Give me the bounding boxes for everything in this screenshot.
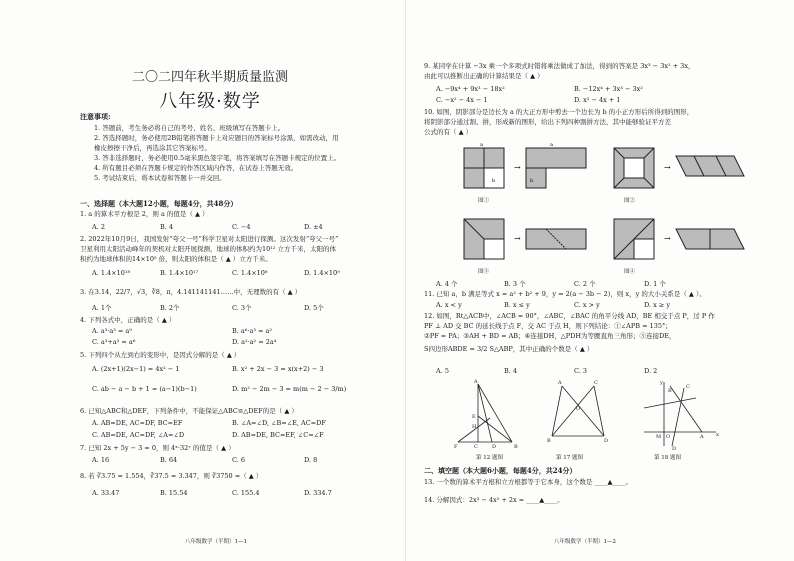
q3-stem: 3. 在3.14，22/7，√3，∛8，π，4.141141141……中，无理数的有（ ▲ ）: [80, 288, 302, 296]
q3-option-b: B. 2个: [160, 304, 180, 312]
q2-option-c: C. 1.4×10⁸: [232, 269, 268, 277]
notice-item: 1. 答题前，考生务必将自己的考号、姓名、班级填写在答题卡上。: [94, 124, 285, 132]
q13-stem: 13. 一个数的算术平方根和立方根都等于它本身，这个数是 ____▲____。: [424, 478, 632, 486]
svg-text:F: F: [454, 444, 458, 450]
page-footer-right: 八年级数学（半期）1—2: [554, 539, 616, 545]
q1-option-a: A. 2: [92, 223, 105, 231]
figure-2: [614, 148, 744, 188]
q11-option-a: A. x < y: [436, 301, 462, 309]
notice-item: 橡皮擦擦干净后，再选涂其它答案标号。: [94, 144, 211, 152]
notice-item: 3. 答非选择题时，务必使用0.5毫米黑色签字笔，将答案填写在答题卡规定的位置上。: [94, 154, 341, 162]
q10-option-d: D. 1 个: [644, 280, 666, 288]
svg-text:A: A: [558, 380, 562, 386]
q11-option-d: D. x ≥ y: [644, 301, 671, 309]
figure-4: [614, 219, 744, 259]
q6-stem: 6. 已知△ABC和△DEF，下列条件中，不能保证△ABC≌△DEF的是（ ▲ ）: [80, 407, 298, 415]
svg-text:D: D: [604, 438, 609, 444]
svg-text:B: B: [514, 444, 518, 450]
section2-heading: 二、填空题（本大题6小题，每题4分，共24分）: [424, 466, 577, 475]
section1-heading: 一、选择题（本大题12小题，每题4分，共48分）: [80, 199, 238, 208]
svg-text:a: a: [550, 142, 553, 148]
q9-option-a: A. −9x⁴ + 9x³ − 18x²: [436, 85, 505, 93]
q6-option-b: B. ∠A=∠D, ∠B=∠E, AC=DF: [232, 419, 326, 427]
q12-option-b: B. 4: [504, 367, 518, 375]
q9-line: 由此可以推断出正确的计算结果是（ ▲ ）: [424, 72, 544, 80]
svg-text:O: O: [666, 434, 671, 440]
q12-figures: [434, 378, 774, 456]
q12-option-a: A. 5: [436, 367, 449, 375]
svg-text:C: C: [474, 444, 478, 450]
page-fold: [405, 0, 406, 561]
q9-option-c: C. −x² − 4x − 1: [436, 96, 488, 104]
label-b: b: [492, 178, 496, 184]
q1-option-d: D. ±4: [304, 223, 323, 231]
q3-option-a: A. 1个: [92, 304, 112, 312]
q5-stem: 5. 下列四个从左到右的变形中，是因式分解的是（ ▲ ）: [80, 351, 241, 359]
q12-line: ②PF = PA；③AH + BD = AB；④连接DH，△PDH为等腰直角三角形；⑤连接DE，: [424, 332, 676, 340]
q10-option-b: B. 3 个: [504, 280, 526, 288]
q4-option-b: B. a⁶·a³ = a²: [232, 327, 272, 335]
exam-title: 二〇二四年秋半期质量监测: [131, 70, 288, 85]
svg-text:B: B: [668, 388, 672, 394]
q9-line: 9. 某同学在计算 −3x 乘一个多项式时错将乘法做成了加法，得到的答案是 3x³ − 3x² + 3x，: [424, 62, 695, 70]
q12-line: PF ⊥ AD 交 BC 的延长线于点 F，交 AC 于点 H，则下列结论：①∠APB = 135°；: [424, 322, 672, 330]
fig-caption-2: 图②: [624, 198, 636, 204]
q3-option-d: D. 5个: [304, 304, 324, 312]
q2-line: 卫星利用太阳活动峰年的契机对太阳开展探测，地球的体积约为10¹² 立方千米，太阳的体: [80, 245, 337, 253]
q11-option-b: B. x ≤ y: [504, 301, 530, 309]
q1-stem: 1. a 的算术平方根是 2，则 a 的值是（ ▲ ）: [80, 210, 209, 218]
svg-text:H: H: [472, 424, 477, 430]
q1-option-b: B. 4: [160, 223, 174, 231]
q6-option-c: C. AB=DE, AC=DF, ∠A=∠D: [92, 431, 185, 439]
q12-option-d: D. 2: [644, 367, 658, 375]
svg-text:O: O: [576, 406, 581, 412]
fig-caption-q12: 第 12 题图: [476, 455, 503, 461]
q8-option-b: B. 15.54: [160, 489, 188, 497]
svg-text:A: A: [474, 379, 478, 385]
q5-option-d: D. m² − 2m − 3 = m(m − 2 − 3/m): [232, 385, 347, 393]
fig-caption-3: 图③: [478, 269, 490, 275]
svg-text:→: →: [664, 163, 671, 172]
left-page: [0, 0, 380, 561]
svg-text:E: E: [472, 414, 476, 420]
q4-stem: 4. 下列各式中，正确的是（ ▲ ）: [80, 316, 176, 324]
q7-option-d: D. 8: [304, 456, 318, 464]
q8-stem: 8. 若 ∛3.75 ≈ 1.554，∛37.5 ≈ 3.347，则 ∛3750 ≈（ ▲ ）: [80, 472, 263, 480]
q1-option-c: C. −4: [232, 223, 251, 231]
subject-title: 八年级·数学: [159, 91, 261, 112]
q6-option-d: D. AB=DE, BC=EF, ∠C=∠F: [232, 431, 324, 439]
q10-line: 10. 如图，阴影部分是边长为 a 的大正方形中剪去一个边长为 b 的小正方形后所得到的图形，: [424, 108, 694, 116]
q7-option-a: A. 16: [92, 456, 110, 464]
q10-figures-top: [454, 142, 794, 202]
q10-option-c: C. 2 个: [574, 280, 596, 288]
q11-option-c: C. x > y: [574, 301, 600, 309]
page-footer-left: 八年级数学（半期）1—1: [185, 539, 247, 545]
svg-text:→: →: [664, 234, 671, 243]
notice-item: 4. 所有题目必须在答题卡规定的作答区域内作答，在试卷上答题无效。: [94, 164, 298, 172]
q11-stem: 11. 已知 a，b 满足等式 x = a² + b² + 9，y = 2(a − 3b − 2)，则 x，y 的大小关系是（ ▲ ）。: [424, 290, 706, 298]
q10-option-a: A. 4 个: [436, 280, 458, 288]
q8-option-d: D. 334.7: [304, 489, 332, 497]
q2-option-d: D. 1.4×10⁹: [304, 269, 340, 277]
q3-option-c: C. 3个: [232, 304, 252, 312]
svg-text:x: x: [716, 432, 719, 438]
svg-text:A: A: [700, 434, 704, 440]
figure-1: [464, 142, 586, 188]
right-page: [414, 0, 794, 561]
notice-item: 5. 考试结束后，将本试卷和答题卡一并交回。: [94, 174, 226, 182]
q10-line: 公式的有（ ▲ ）: [424, 128, 473, 136]
q2-line: 2. 2022年10月9日，我国发射“夸父一号”科学卫星对太阳进行探测。这次发射“夸父一号”: [80, 235, 339, 243]
notice-heading: 注意事项:: [80, 112, 111, 121]
q8-option-a: A. 33.47: [92, 489, 120, 497]
label-a: a: [480, 142, 483, 148]
q7-option-b: B. 64: [160, 456, 178, 464]
fig-caption-q17: 第 17 题图: [556, 455, 583, 461]
q4-option-c: C. a³+a³ = a⁶: [92, 338, 136, 346]
q2-line: 积约为地球体积的14×10⁵ 倍，则太阳的体积是（ ▲ ）立方千米。: [80, 255, 272, 263]
figure-q17: [547, 380, 608, 444]
fig-caption-q18: 第 18 题图: [654, 455, 681, 461]
q9-option-b: B. −12x⁴ + 3x³ − 3x²: [574, 85, 643, 93]
q2-option-b: B. 1.4×10¹⁷: [160, 269, 199, 277]
notice-item: 2. 答选择题时，务必使用2B铅笔将答题卡上对应题目的答案标号涂黑，如需改动，用: [94, 134, 339, 142]
svg-text:C: C: [594, 380, 598, 386]
q10-figures-bottom: [454, 213, 794, 273]
svg-text:→: →: [514, 234, 521, 243]
svg-text:B: B: [547, 438, 551, 444]
q7-stem: 7. 已知 2x + 5y − 3 = 0，则 4ˣ·32ʸ 的值是（ ▲ ）: [80, 444, 235, 452]
q4-option-d: D. a²·a² = 2a⁴: [232, 338, 277, 346]
svg-text:D: D: [672, 446, 677, 452]
svg-text:D: D: [492, 444, 497, 450]
fig-caption-4: 图④: [624, 269, 636, 275]
q5-option-a: A. (2x+1)(2x−1) = 4x² − 1: [92, 365, 180, 373]
figure-q18: [644, 380, 719, 452]
q7-option-c: C. 6: [232, 456, 246, 464]
figure-q12: [454, 379, 518, 450]
q12-line: 12. 如图，Rt△ACB中，∠ACB = 90°，∠ABC，∠BAC 的角平分线 AD，BE 相交于点 P，过 P 作: [424, 312, 715, 320]
q12-option-c: C. 3: [574, 367, 588, 375]
q6-option-a: A. AB=DE, AC=DF, BC=EF: [92, 419, 183, 427]
svg-text:M: M: [656, 434, 662, 440]
svg-text:C: C: [686, 384, 690, 390]
q2-option-a: A. 1.4×10¹⁸: [92, 269, 131, 277]
q5-option-c: C. ab − a − b + 1 = (a−1)(b−1): [92, 385, 197, 393]
q14-stem: 14. 分解因式：2x³ − 4x² + 2x = ____▲____。: [424, 496, 564, 504]
svg-text:b: b: [530, 178, 534, 184]
q12-line: S四边形ABDE = 3/2 S△ABP，其中正确的个数是（ ▲ ）: [424, 345, 594, 353]
q9-option-d: D. x² − 4x + 1: [574, 96, 621, 104]
svg-text:→: →: [514, 163, 521, 172]
figure-3: [464, 219, 586, 259]
svg-text:y: y: [660, 380, 663, 386]
q8-option-c: C. 155.4: [232, 489, 260, 497]
q10-line: 将阴影部分通过割、拼，形成新的图形，给出下列四种割拼方法，其中能够验证平方差: [424, 118, 671, 126]
q5-option-b: B. x² + 2x − 3 = x(x+2) − 3: [232, 365, 324, 373]
q4-option-a: A. a³·a³ = a⁹: [92, 327, 132, 335]
fig-caption-1: 图①: [478, 198, 490, 204]
